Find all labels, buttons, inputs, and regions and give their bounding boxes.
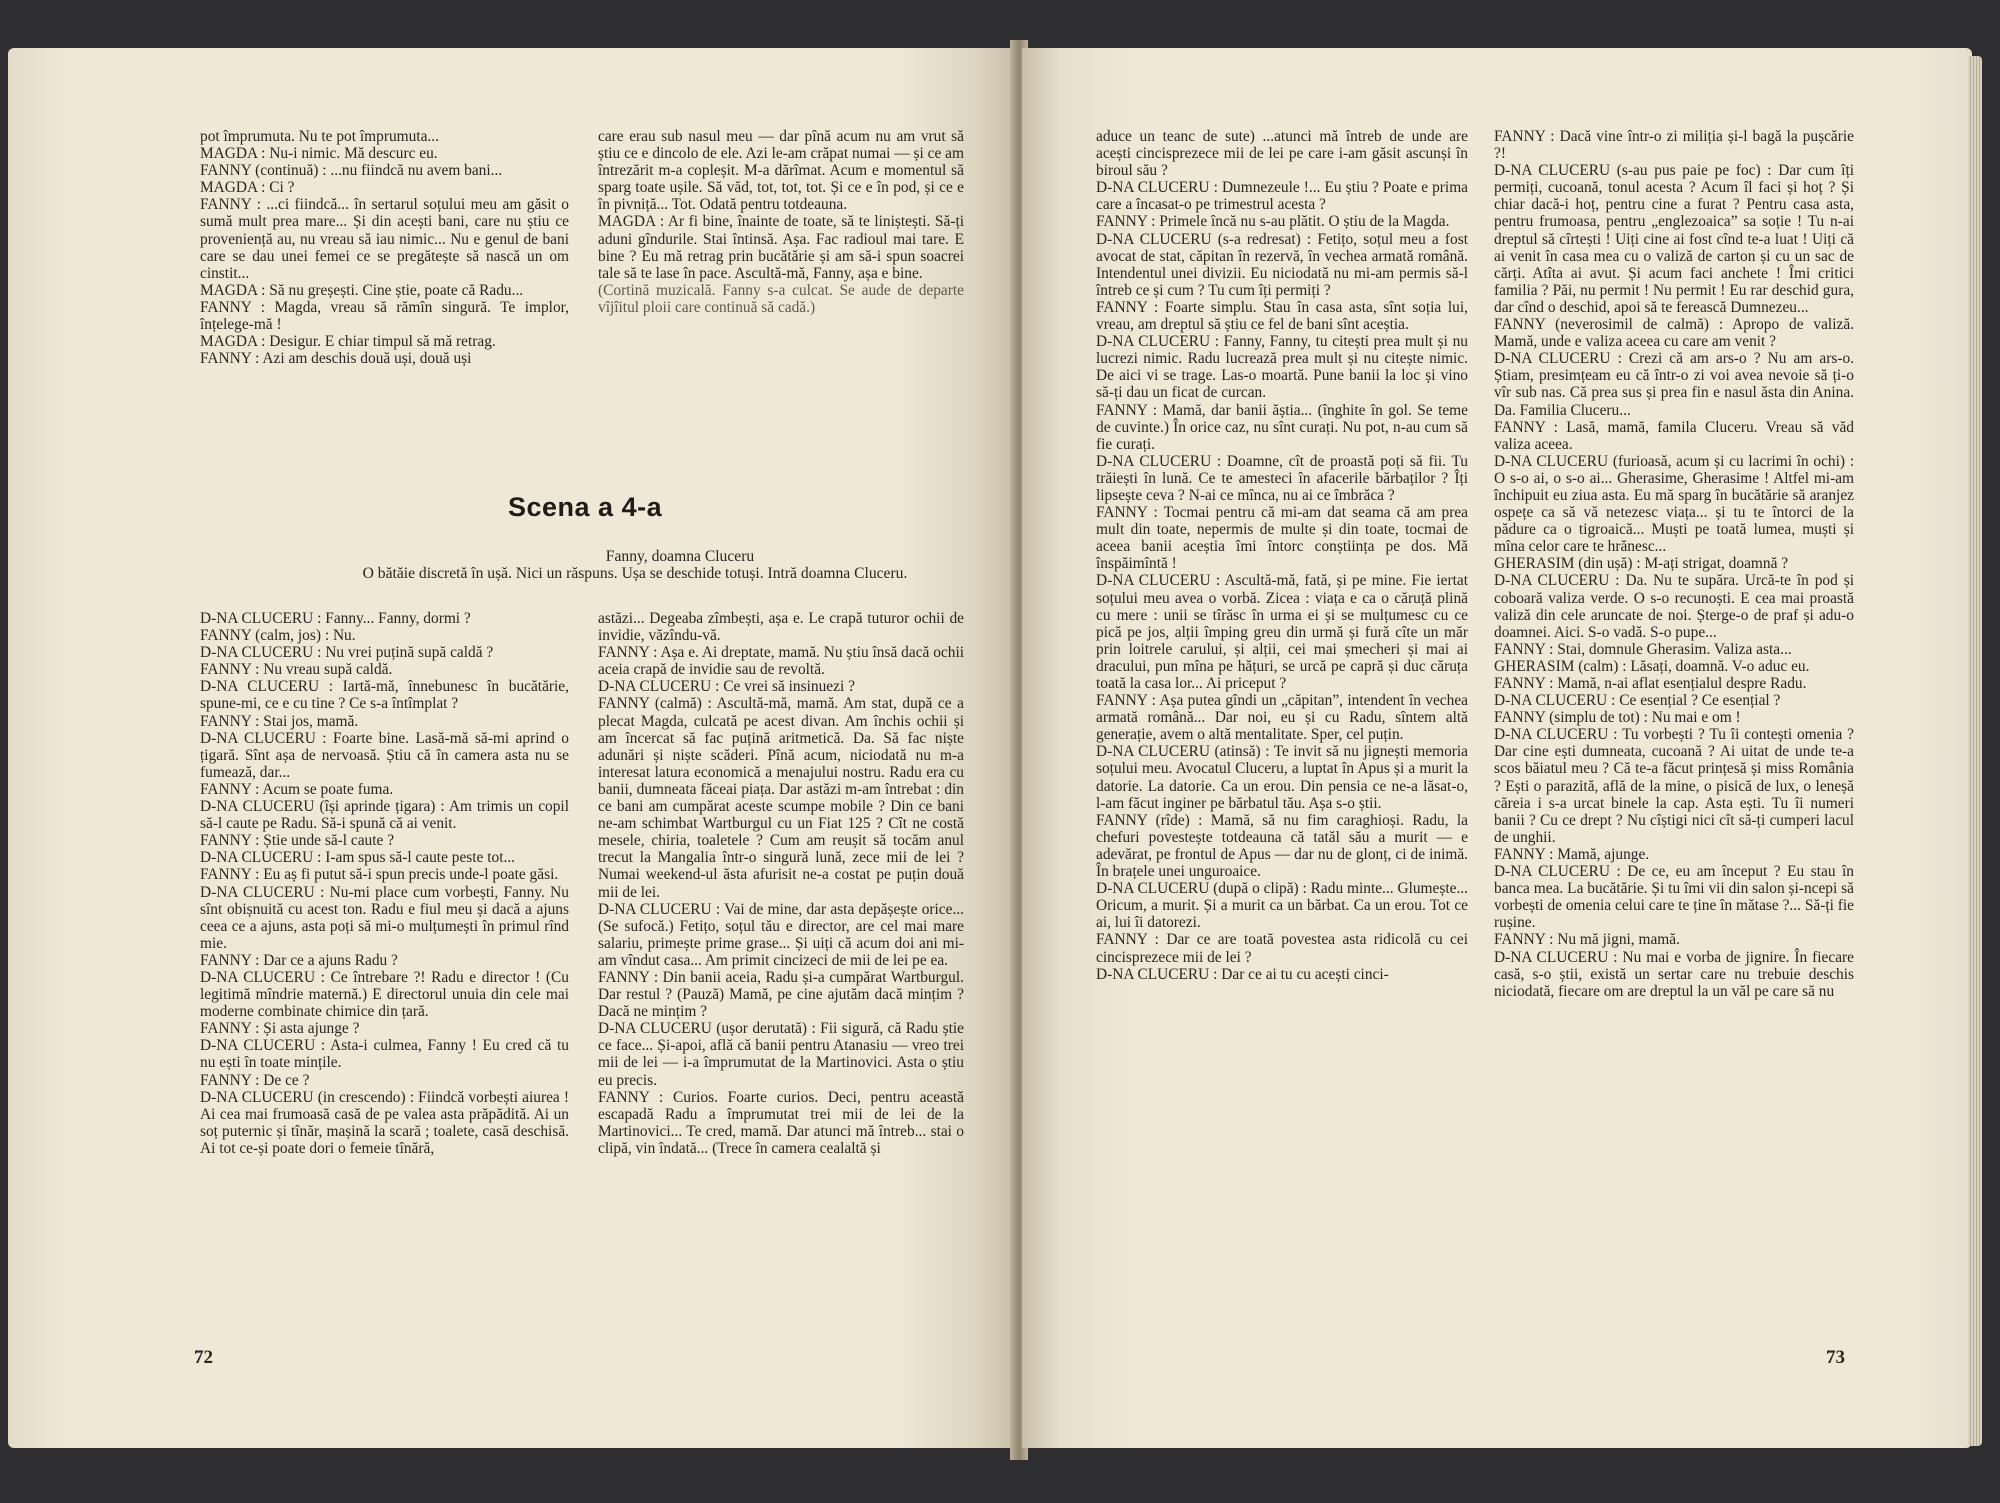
dialogue-paragraph: FANNY : Dar ce are toată povestea asta ridicolă cu cei cincisprezece mii de lei ? <box>1096 931 1468 966</box>
left-top-column-2 <box>598 128 964 316</box>
dialogue-paragraph: FANNY : Primele încă nu s-au plătit. O știu de la Magda. <box>1096 213 1450 231</box>
dialogue-paragraph: FANNY : Stai, domnule Gherasim. Valiza asta... <box>1494 640 1792 658</box>
dialogue-paragraph: D-NA CLUCERU : Nu-mi place cum vorbești, Fanny. Nu sînt obișnuită cu acest ton. Radu e fiul meu și dacă a ajuns ceea ce a ajuns, asta poți să mi-o mulțumești în primul rînd mie. <box>200 883 569 952</box>
dialogue-paragraph: FANNY : Dacă vine într-o zi miliția și-l bagă la pușcărie ?! <box>1494 128 1854 163</box>
dialogue-paragraph: FANNY : Lasă, mamă, famila Cluceru. Vreau să văd valiza aceea. <box>1494 418 1854 453</box>
dialogue-paragraph: D-NA CLUCERU (își aprinde țigara) : Am trimis un copil să-l caute pe Radu. Să-i spună că ai venit. <box>200 798 569 833</box>
dialogue-paragraph: D-NA CLUCERU (după o clipă) : Radu minte... Glumește... Oricum, a murit. Și a murit ca un bărbat. Ca un erou. Tot ce ai, lui îi datorezi. <box>1096 880 1468 932</box>
dialogue-paragraph: FANNY : Nu mă jigni, mamă. <box>1494 931 1680 949</box>
scene-characters: Fanny, doamna Cluceru <box>605 548 755 565</box>
right-column-1 <box>1096 128 1468 983</box>
dialogue-paragraph: D-NA CLUCERU : Fanny, Fanny, tu citești prea mult și nu lucrezi nimic. Radu lucrează prea mult și nu citește nimic. De aici vi se trage. Las-o moartă. Pune banii la loc și vino să-ți dau un ficat de curcan. <box>1096 333 1468 402</box>
dialogue-paragraph: FANNY (continuă) : ...nu fiindcă nu avem bani... <box>200 162 503 180</box>
dialogue-paragraph: MAGDA : Desigur. E chiar timpul să mă retrag. <box>200 333 496 351</box>
dialogue-paragraph: MAGDA : Ar fi bine, înainte de toate, să te liniștești. Să-ți aduni gîndurile. Stai întinsă. Așa. Fac radioul mai tare. E bine ? Eu mă retrag prin bucătărie și am să-i spun soacrei tale să te lase în pace. Ascultă-mă, Fanny, așa e bine. <box>598 213 964 282</box>
scene-title: Scena a 4-a <box>508 492 663 522</box>
dialogue-paragraph: D-NA CLUCERU : Dar ce ai tu cu acești cinci- <box>1096 965 1389 983</box>
page-edges <box>1968 56 1982 1446</box>
dialogue-paragraph: D-NA CLUCERU : Foarte bine. Lasă-mă să-mi aprind o țigară. Sînt așa de nervoasă. Știu că în camera asta nu se fumează, dar... <box>200 729 569 781</box>
dialogue-paragraph: FANNY : Mamă, ajunge. <box>1494 845 1650 863</box>
dialogue-paragraph: (Cortină muzicală. Fanny s-a culcat. Se aude de departe vîjîitul ploii care continuă să cadă.) <box>598 281 964 316</box>
page-number-left: 72 <box>194 1347 213 1368</box>
dialogue-paragraph: D-NA CLUCERU : Doamne, cît de proastă poți să fii. Tu trăiești în lună. Ce te amesteci în afacerile bărbaților ? Îți lipsește ceva ? N-ai ce mînca, nu ai ce îmbrăca ? <box>1096 452 1468 504</box>
dialogue-paragraph: FANNY (calm, jos) : Nu. <box>200 627 356 645</box>
dialogue-paragraph: FANNY : Acum se poate fuma. <box>200 780 394 798</box>
dialogue-paragraph: care erau sub nasul meu — dar pînă acum nu am vrut să știu ce e dincolo de ele. Azi le-am crăpat numai — și ce am întrezărit m-a copleșit. M-a dărîmat. Acum e momentul să sparg toate ușile. Să văd, tot, tot, tot. Și ce e în pod, și ce e în pivniță... Tot. Odată pentru totdeauna. <box>598 128 964 214</box>
dialogue-paragraph: FANNY : Din banii aceia, Radu și-a cumpărat Wartburgul. Dar restul ? (Pauză) Mamă, pe cine ajutăm dacă mințim ? Dacă ne mințim ? <box>598 968 964 1021</box>
dialogue-paragraph: MAGDA : Nu-i nimic. Mă descurc eu. <box>200 145 438 163</box>
dialogue-paragraph: astăzi... Degeaba zîmbești, așa e. Le crapă tuturor ochii de invidie, văzîndu-vă. <box>598 610 964 645</box>
dialogue-paragraph: FANNY : Nu vreau supă caldă. <box>200 661 393 679</box>
page-number-right: 73 <box>1826 1347 1845 1368</box>
dialogue-paragraph: D-NA CLUCERU (s-a redresat) : Fetițo, soțul meu a fost avocat de stat, căpitan în rezervă, în vechea armată română. Intendentul unei divizii. Eu niciodată nu mi-am permis să-l întreb ce și cum ? Tu cum îți permiți ? <box>1096 230 1468 299</box>
dialogue-paragraph: D-NA CLUCERU : Ce întrebare ?! Radu e director ! (Cu legitimă mîndrie maternă.) E directorul unuia din cele mai moderne combinate chimice din țară. <box>200 968 569 1021</box>
dialogue-paragraph: FANNY : Magda, vreau să rămîn singură. Te implor, înțelege-mă ! <box>200 298 569 334</box>
dialogue-paragraph: FANNY : Și asta ajunge ? <box>200 1020 360 1038</box>
dialogue-paragraph: FANNY (rîde) : Mamă, să nu fim caraghioși. Radu, la chefuri povestește totdeauna că tatăl său a murit — e adevărat, pe frontul de Apus — dar nu de glonț, ci de inimă. În brațele unei unguroaice. <box>1096 811 1468 881</box>
dialogue-paragraph: GHERASIM (calm) : Lăsați, doamnă. V-o aduc eu. <box>1494 657 1810 675</box>
dialogue-paragraph: FANNY (simplu de tot) : Nu mai e om ! <box>1494 709 1741 727</box>
dialogue-paragraph: D-NA CLUCERU (atinsă) : Te invit să nu jignești memoria soțului meu. Avocatul Cluceru, a luptat în Apus și a murit la datorie. La datorie. Ca un erou. Din pensia ce ne-a lăsat-o, l-am făcut inginer pe bărbatul tău. Așa s-o știi. <box>1096 743 1468 812</box>
dialogue-paragraph: FANNY : De ce ? <box>200 1071 310 1089</box>
dialogue-paragraph: D-NA CLUCERU (furioasă, acum și cu lacrimi în ochi) : O s-o ai, o s-o ai... Gherasime, Gherasime ! Altfel mi-am închipuit eu ziua asta. Eu mă sparg în bucătărie să aranjez ospețe ca să vă netezesc viața... și tu te întorci de la pădure ca o tigroaică... Muști pe toată lumea, muști și mîna celor care te hrănesc... <box>1494 452 1854 556</box>
dialogue-paragraph: FANNY : Așa e. Ai dreptate, mamă. Nu știu însă dacă ochii aceia crapă de invidie sau de revoltă. <box>598 644 964 679</box>
dialogue-paragraph: D-NA CLUCERU : Vai de mine, dar asta depășește orice... (Se sufocă.) Fetițo, soțul tău e director, are cel mai mare salariu, primește prime grase... Și uiți că acum doi ani mi-am vîndut casa... Am primit cincizeci de mii de lei pe ea. <box>598 900 964 969</box>
dialogue-paragraph: FANNY (neverosimil de calmă) : Apropo de valiză. Mamă, unde e valiza aceea cu care am venit ? <box>1494 316 1854 351</box>
left-top-column-1 <box>200 128 569 367</box>
left-bottom-column-1 <box>200 610 569 1157</box>
dialogue-paragraph: D-NA CLUCERU : Dumnezeule !... Eu știu ? Poate e prima care a încasat-o pe trimestrul acesta ? <box>1096 179 1468 214</box>
dialogue-paragraph: D-NA CLUCERU : Asta-i culmea, Fanny ! Eu cred că tu nu ești în toate mințile. <box>200 1037 569 1072</box>
dialogue-paragraph: FANNY : ...ci fiindcă... în sertarul soțului meu am găsit o sumă mult prea mare... Și din acești bani, care nu știu ce proveniență au, nu vreau să iau nimic... Nu e genul de bani care se dau unei femei ce se pregătește să nască un om cinstit... <box>200 196 569 282</box>
dialogue-paragraph: D-NA CLUCERU (s-au pus paie pe foc) : Dar cum îți permiți, cucoană, tonul acesta ? Acum îl faci și hoț ? Și chiar dacă-i hoț, pentru cine a furat ? Pentru casa asta, pentru frumoasa, pentru „englezoaica” sa soție ! Tu n-ai dreptul să cîrtești ! Uiți cine ai fost cînd te-a luat ! Uiți că ai venit în casa mea cu o valiză de carton și cu un sac de cărți. Atîta ai avut. Și acum faci anchete ! Îmi critici familia ? Păi, nu permit ! Nu permit ! Eu rar deschid gura, dar cînd o deschid, apoi să te ferească Dumnezeu... <box>1494 162 1854 316</box>
dialogue-paragraph: D-NA CLUCERU : Tu vorbești ? Tu îi contești omenia ? Dar cine ești dumneata, cucoană ? Ai uitat de unde te-a scos băiatul meu ? Că te-a făcut prințesă și miss România ? Ești o parazită, află de la mine, o pisică de lux, o leneșă căreia i s-a urcat binele la cap. Asta ești. Tu îi numeri banii ? Cu ce drept ? Nu cîștigi nici cît să-ți cumperi lacul de unghii. <box>1494 726 1854 846</box>
dialogue-paragraph: D-NA CLUCERU : Da. Nu te supăra. Urcă-te în pod și coboară valiza verde. O s-o recunoști. E cea mai proastă valiză din cele aruncate de noi. Șterge-o de praf și adu-o doamnei. Aici. S-o vadă. S-o pupe... <box>1494 572 1854 641</box>
dialogue-paragraph: D-NA CLUCERU (ușor derutată) : Fii sigură, că Radu știe ce face... Și-apoi, află că banii pentru Atanasiu — vreo trei mii de lei — i-a împrumutat de la Martinovici. Asta o știu eu precis. <box>598 1020 964 1089</box>
dialogue-paragraph: D-NA CLUCERU : Fanny... Fanny, dormi ? <box>200 610 471 627</box>
dialogue-paragraph: FANNY : Curios. Foarte curios. Deci, pentru această escapadă Radu a împrumutat trei mii de lei de la Martinovici... Te cred, mamă. Dar atunci mă întreb... stai o clipă, vin îndată... (Trece în camera cealaltă și <box>598 1088 964 1157</box>
dialogue-paragraph: FANNY : Foarte simplu. Stau în casa asta, sînt soția lui, vreau, am dreptul să știu ce fel de bani sînt aceștia. <box>1096 298 1468 334</box>
left-bottom-column-2 <box>598 610 964 1157</box>
dialogue-paragraph: D-NA CLUCERU (in crescendo) : Fiindcă vorbești aiurea ! Ai cea mai frumoasă casă de pe valea asta prăpădită. Ai un soț puternic și tînăr, mașină la scară ; toalete, casă deschisă. Ai tot ce-și poate dori o femeie tînără, <box>200 1088 569 1157</box>
dialogue-paragraph: FANNY : Azi am deschis două uși, două uși <box>200 350 472 368</box>
dialogue-paragraph: GHERASIM (din ușă) : M-ați strigat, doamnă ? <box>1494 555 1789 573</box>
dialogue-paragraph: D-NA CLUCERU : Ascultă-mă, fată, și pe mine. Fie iertat soțului meu avea o vorbă. Zicea : viața e ca o căruță plină cu mere : unii se tîrăsc în urma ei și se mulțumesc cu ce pică pe jos, alții împing greu din urmă și fură cîte un măr prin loitrele carului, și alții, cei mai șmecheri și mai ai dracului, pun mîna pe hățuri, se urcă pe capră și duc căruța toată la casa lor... Ai priceput ? <box>1096 572 1468 692</box>
dialogue-paragraph: FANNY (calmă) : Ascultă-mă, mamă. Am stat, după ce a plecat Magda, culcată pe acest divan. Am închis ochii și am încercat să fac puțină aritmetică. Da. Să fac niște adunări și niște scăderi. Pînă acum, niciodată nu m-a interesat latura economică a menajului nostru. Radu era cu banii, dumneata făceai piața. Dar astăzi m-am întrebat : din ce bani am cumpărat aceste scumpe mobile ? Din ce bani ne-am schimbat Wartburgul cu un Fiat 125 ? Cît ne costă mesele, chiria, toaletele ? Cum am reușit să tocăm anul trecut la Mangalia într-o singură lună, zece mii de lei ? Numai weekend-ul ăsta afurisit ne-a costat pe puțin două mii de lei. <box>598 695 964 901</box>
dialogue-paragraph: FANNY : Așa putea gîndi un „căpitan”, intendent în vechea armată română... Dar noi, eu și cu Radu, sîntem altă generație, avem o altă mentalitate. Sper, cel puțin. <box>1096 692 1468 744</box>
dialogue-paragraph: FANNY : Mamă, dar banii ăștia... (înghite în gol. Se teme de cuvinte.) În orice caz, nu sînt curați. Nu pot, n-au cum să fie curați. <box>1096 401 1468 453</box>
dialogue-paragraph: D-NA CLUCERU : Nu mai e vorba de jignire. În fiecare casă, s-o știi, există un sertar care nu trebuie deschis niciodată, fiecare om are dreptul la un văl pe care să nu <box>1494 948 1854 1000</box>
dialogue-paragraph: D-NA CLUCERU : Crezi că am ars-o ? Nu am ars-o. Știam, presimțeam eu că într-o zi voi avea nevoie să ți-o vîr sub nas. Că prea sus și prea fin e nasul ăsta din Anina. Da. Familia Cluceru... <box>1494 350 1854 419</box>
dialogue-paragraph: FANNY : Stai jos, mamă. <box>200 712 359 730</box>
dialogue-paragraph: FANNY : Eu aș fi putut să-i spun precis unde-l poate găsi. <box>200 866 559 884</box>
scene-stage-direction: O bătăie discretă în ușă. Nici un răspuns. Ușa se deschide totuși. Intră doamna Cluceru. <box>362 565 908 582</box>
dialogue-paragraph: D-NA CLUCERU : Ce esențial ? Ce esențial ? <box>1494 692 1781 710</box>
dialogue-paragraph: D-NA CLUCERU : Nu vrei puțină supă caldă ? <box>200 644 494 662</box>
dialogue-paragraph: FANNY : Mamă, n-ai aflat esențialul despre Radu. <box>1494 675 1807 692</box>
right-column-2 <box>1494 128 1854 1000</box>
dialogue-paragraph: FANNY : Tocmai pentru că mi-am dat seama că am prea mult din toate, nepermis de multe și din toate, tocmai de aceea banii aceștia îmi întorc conștiința pe dos. Mă înspăimîntă ! <box>1096 504 1468 573</box>
dialogue-paragraph: FANNY : Dar ce a ajuns Radu ? <box>200 951 398 969</box>
dialogue-paragraph: D-NA CLUCERU : De ce, eu am început ? Eu stau în banca mea. La bucătărie. Și tu îmi vii din salon și-ncepi să vorbești de omenia celui care te ține în mătase ?... Să-ți fie rușine. <box>1494 863 1854 932</box>
dialogue-paragraph: D-NA CLUCERU : Iartă-mă, înnebunesc în bucătărie, spune-mi, ce e cu tine ? Ce s-a întîmplat ? <box>200 678 569 713</box>
dialogue-paragraph: MAGDA : Ci ? <box>200 179 295 197</box>
dialogue-paragraph: pot împrumuta. Nu te pot împrumuta... <box>200 128 439 145</box>
dialogue-paragraph: D-NA CLUCERU : Ce vrei să insinuezi ? <box>598 678 855 696</box>
dialogue-paragraph: MAGDA : Să nu greșești. Cine știe, poate că Radu... <box>200 281 524 299</box>
dialogue-paragraph: D-NA CLUCERU : I-am spus să-l caute peste tot... <box>200 849 516 867</box>
dialogue-paragraph: FANNY : Știe unde să-l caute ? <box>200 832 395 850</box>
dialogue-paragraph: aduce un teanc de sute) ...atunci mă întreb de unde are acești cincisprezece mii de lei pe care i-am găsit ascunși în biroul său ? <box>1096 128 1468 180</box>
